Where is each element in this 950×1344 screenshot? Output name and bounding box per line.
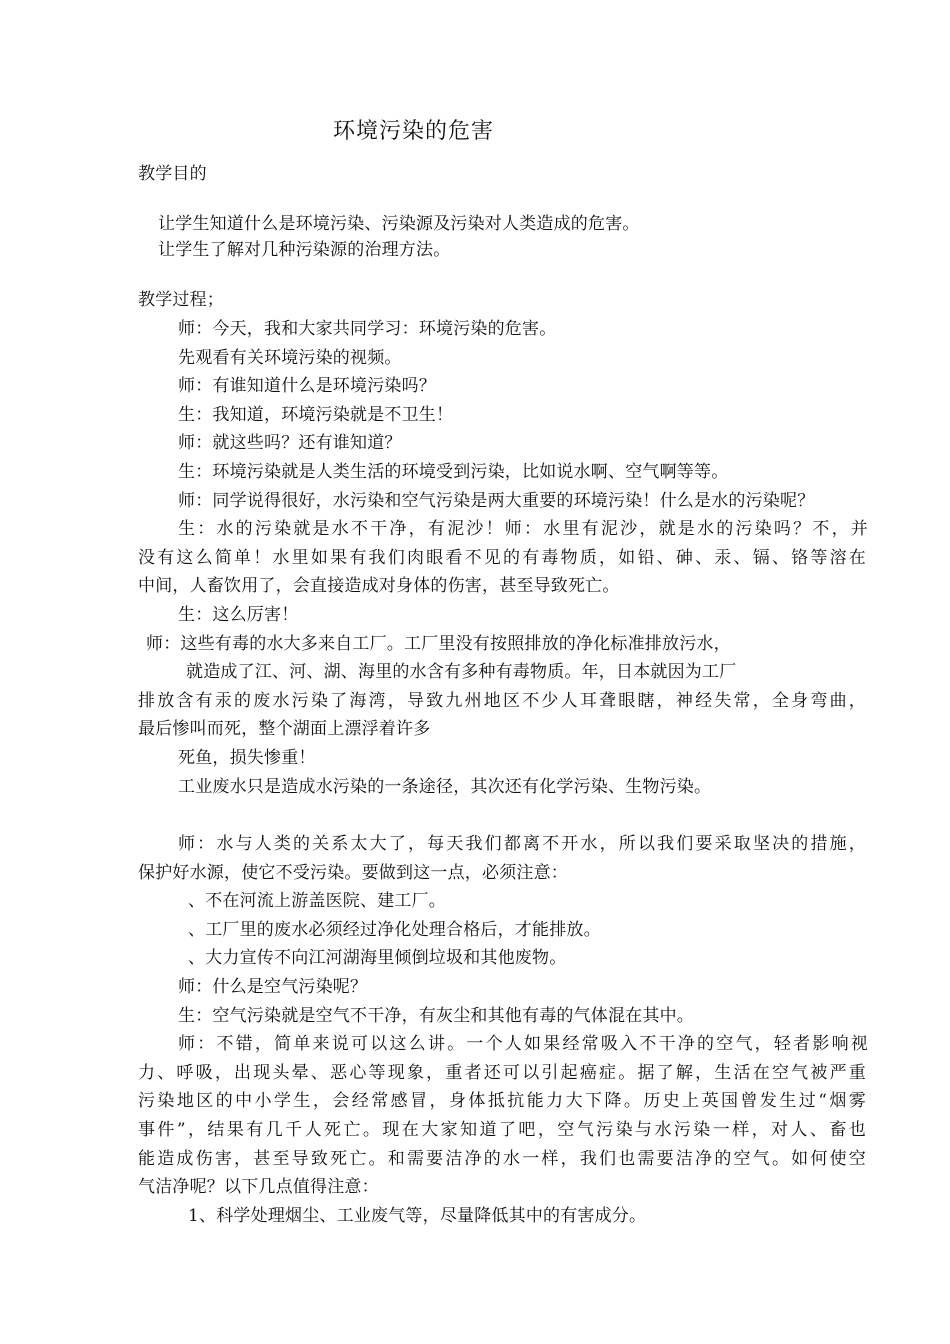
text-line: 能造成伤害，甚至导致死亡。和需要洁净的水一样，我们也需要洁净的空气。如何使空 — [138, 1149, 866, 1169]
text-line: 师：这些有毒的水大多来自工厂。工厂里没有按照排放的净化标准排放污水， — [146, 634, 731, 654]
text-line: 先观看有关环境污染的视频。 — [178, 348, 402, 368]
text-line: 生：我知道，环境污染就是不卫生！ — [178, 405, 454, 425]
text-line: 生：空气污染就是空气不干净，有灰尘和其他有毒的气体混在其中。 — [178, 1006, 694, 1026]
text-line: 、工厂里的废水必须经过净化处理合格后，才能排放。 — [188, 920, 601, 940]
text-line: 气洁净呢？以下几点值得注意： — [138, 1177, 379, 1197]
text-line: 排放含有汞的废水污染了海湾，导致九州地区不少人耳聋眼瞎，神经失常，全身弯曲， — [138, 691, 866, 711]
objective-line-1: 让学生知道什么是环境污染、污染源及污染对人类造成的危害。 — [158, 214, 640, 234]
text-line: 1、科学处理烟尘、工业废气等，尽量降低其中的有害成分。 — [188, 1206, 647, 1226]
process-heading: 教学过程； — [138, 290, 224, 310]
text-line: 死鱼，损失惨重！ — [178, 748, 316, 768]
text-line: 师：水与人类的关系太大了，每天我们都离不开水，所以我们要采取坚决的措施， — [178, 834, 866, 854]
text-line: 工业废水只是造成水污染的一条途径，其次还有化学污染、生物污染。 — [178, 777, 712, 797]
text-line: 生：环境污染就是人类生活的环境受到污染，比如说水啊、空气啊等等。 — [178, 462, 729, 482]
objective-line-2: 让学生了解对几种污染源的治理方法。 — [158, 240, 451, 260]
text-line: 中间，人畜饮用了，会直接造成对身体的伤害，甚至导致死亡。 — [138, 576, 620, 596]
text-line: 、不在河流上游盖医院、建工厂。 — [188, 891, 446, 911]
text-line: 就造成了江、河、湖、海里的水含有多种有毒物质。年，日本就因为工厂 — [186, 662, 737, 682]
text-line: 师：不错，简单来说可以这么讲。一个人如果经常吸入不干净的空气，轻者影响视 — [178, 1034, 868, 1054]
text-line: 没有这么简单！水里如果有我们肉眼看不见的有毒物质，如铅、砷、汞、镉、铬等溶在 — [138, 548, 866, 568]
text-line: 保护好水源，使它不受污染。要做到这一点，必须注意： — [138, 863, 568, 883]
text-line: 事件”，结果有几千人死亡。现在大家知道了吧，空气污染与水污染一样，对人、畜也 — [138, 1120, 866, 1140]
text-line: 力、呼吸，出现头晕、恶心等现象，重者还可以引起癌症。据了解，生活在空气被严重 — [138, 1063, 866, 1083]
text-line: 生：水的污染就是水不干净，有泥沙！师：水里有泥沙，就是水的污染吗？不，并 — [178, 519, 868, 539]
text-line: 师：有谁知道什么是环境污染吗？ — [178, 376, 436, 396]
text-line: 生：这么厉害！ — [178, 605, 299, 625]
text-line: 污染地区的中小学生，会经常感冒，身体抵抗能力大下降。历史上英国曾发生过“烟雾 — [138, 1091, 866, 1111]
text-line: 最后惨叫而死，整个湖面上漂浮着许多 — [138, 719, 431, 739]
document-title: 环境污染的危害 — [333, 119, 495, 144]
objective-heading: 教学目的 — [138, 164, 207, 184]
text-line: 、大力宣传不向江河湖海里倾倒垃圾和其他废物。 — [188, 948, 567, 968]
text-line: 师：今天，我和大家共同学习：环境污染的危害。 — [178, 319, 557, 339]
text-line: 师：什么是空气污染呢？ — [178, 977, 368, 997]
text-line: 师：就这些吗？还有谁知道？ — [178, 433, 402, 453]
text-line: 师：同学说得很好，水污染和空气污染是两大重要的环境污染！什么是水的污染呢？ — [178, 491, 815, 511]
